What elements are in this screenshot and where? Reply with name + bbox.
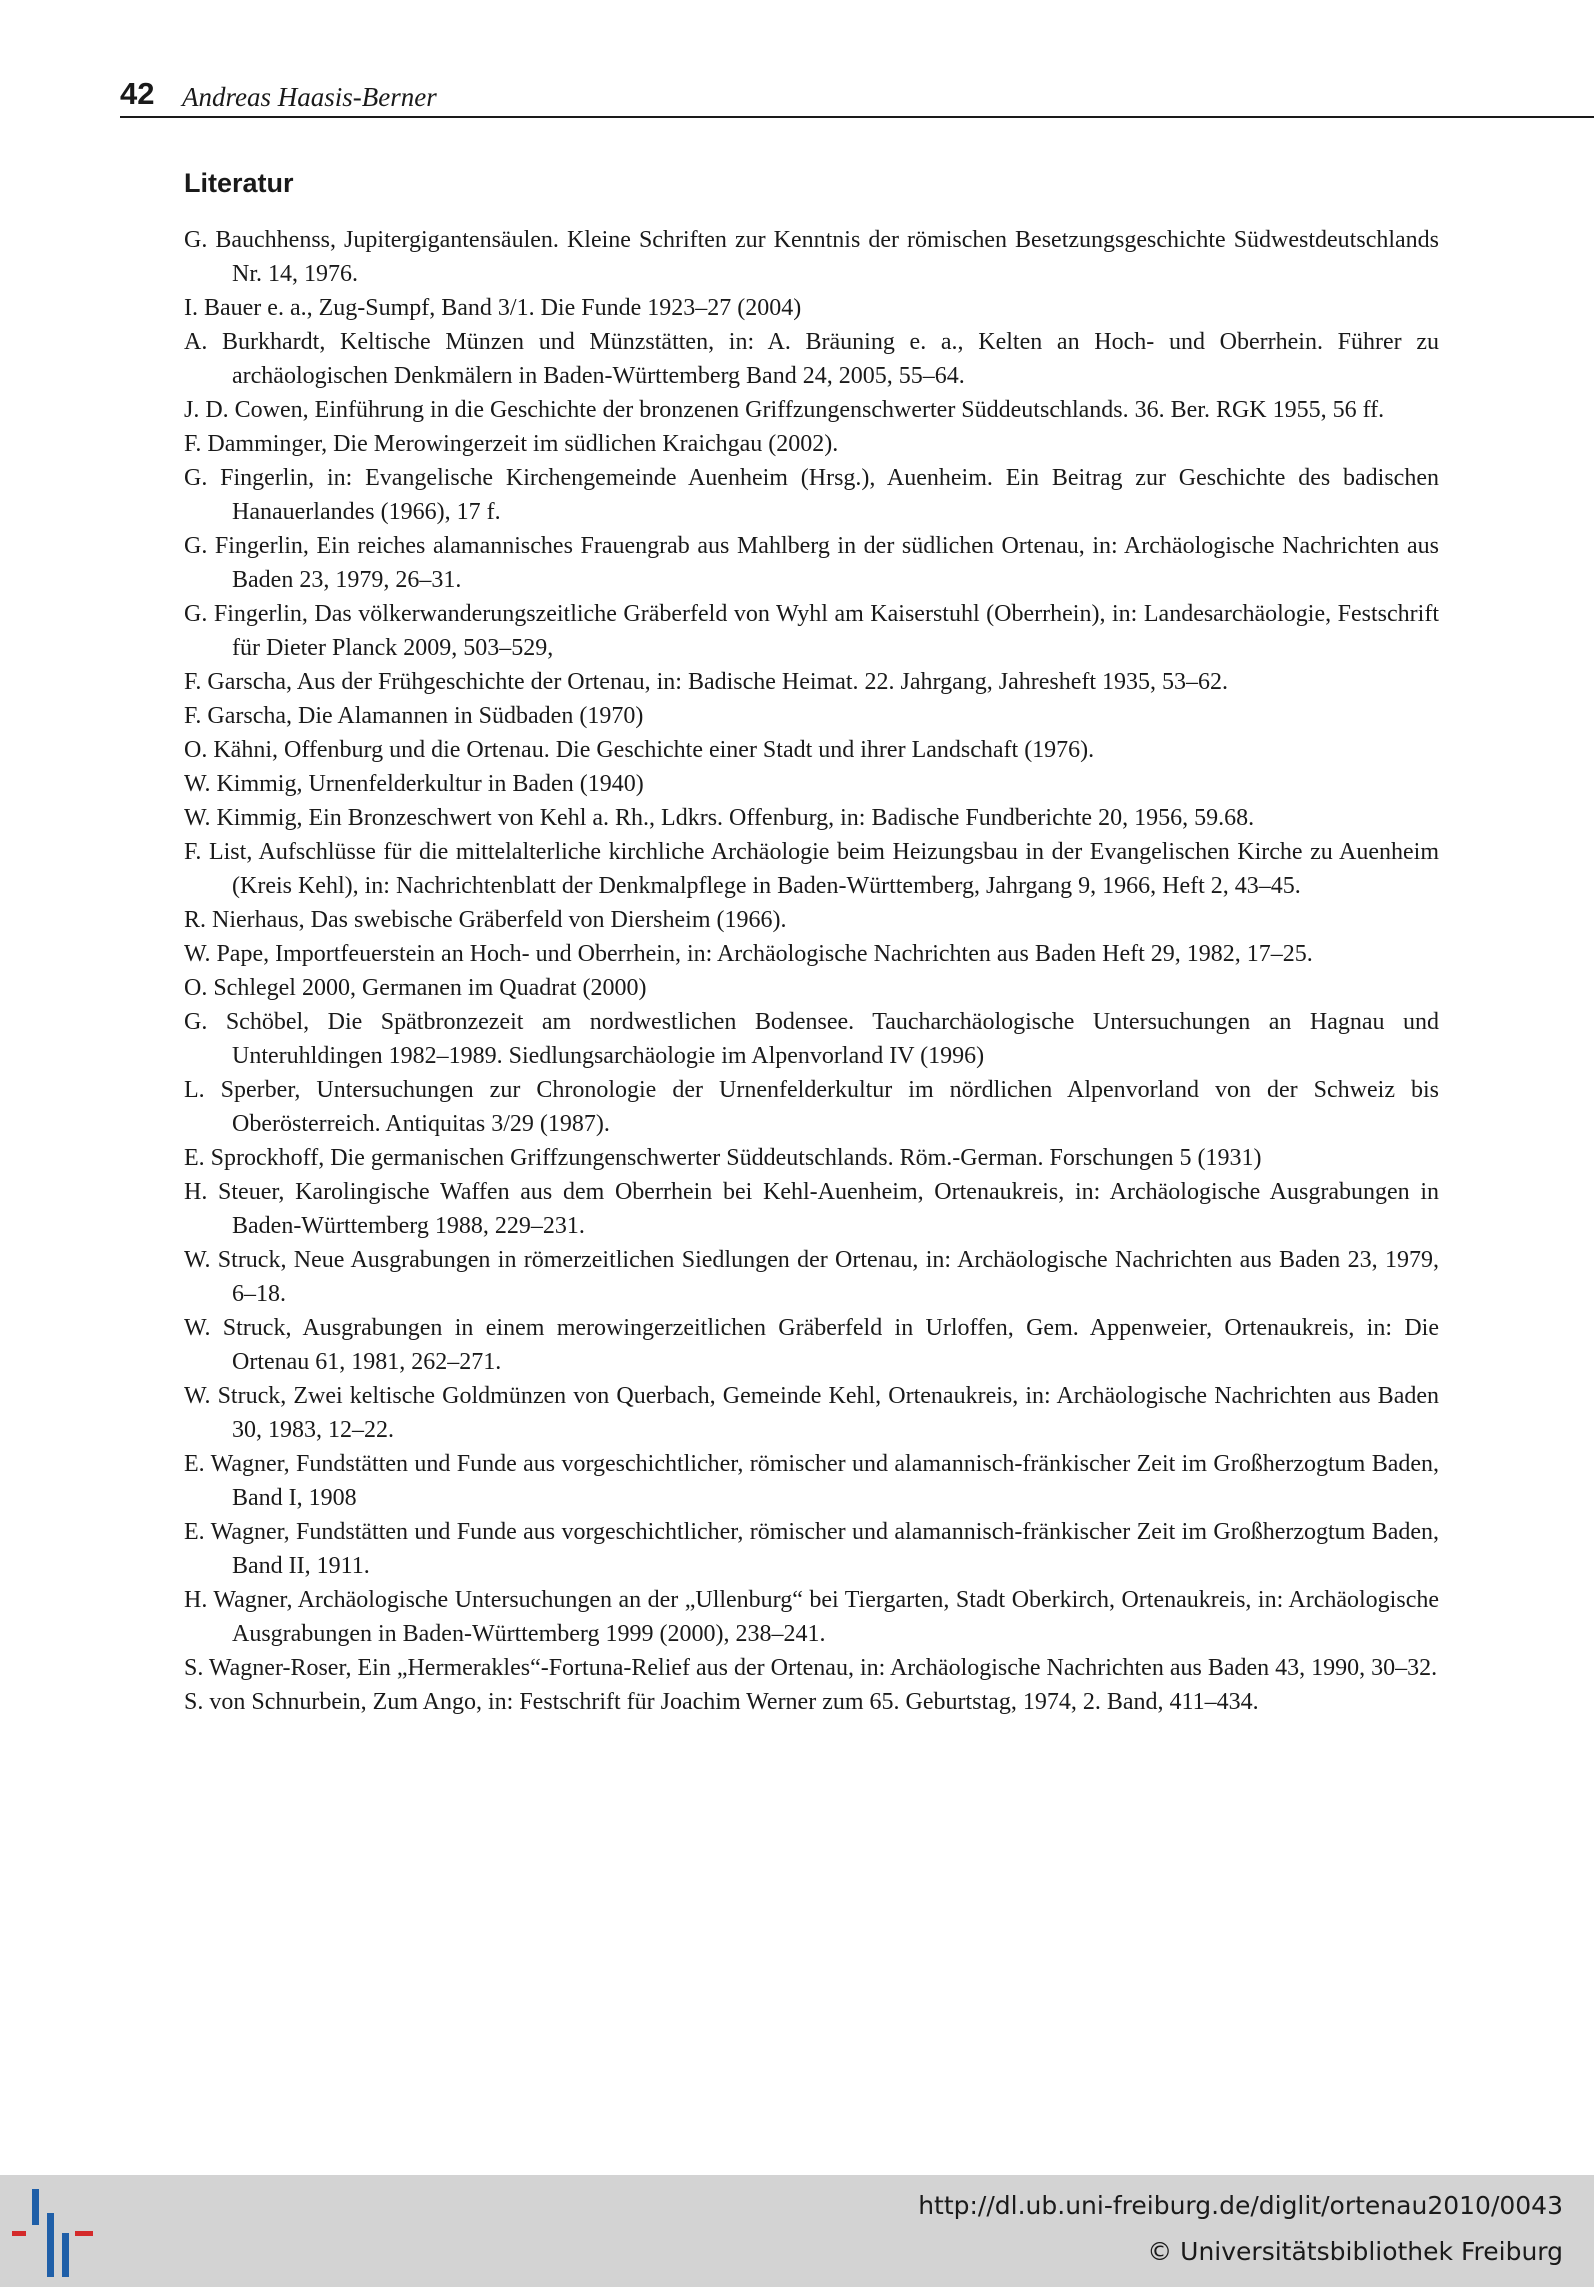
reference-entry: F. Garscha, Die Alamannen in Südbaden (1970)	[184, 703, 644, 729]
reference-entry: E. Wagner, Fundstätten und Funde aus vorgeschichtlicher, römischer und alamannisch-fränkischer Zeit im Großherzogtum Baden, Band I, 1908	[184, 1451, 1439, 1511]
reference-entry: H. Steuer, Karolingische Waffen aus dem Oberrhein bei Kehl-Auenheim, Ortenaukreis, in: Archäologische Ausgrabungen in Baden-Württemberg 1988, 229–231.	[184, 1179, 1439, 1239]
reference-entry: W. Pape, Importfeuerstein an Hoch- und Oberrhein, in: Archäologische Nachrichten aus Baden Heft 29, 1982, 17–25.	[184, 941, 1313, 967]
reference-entry: E. Sprockhoff, Die germanischen Griffzungenschwerter Süddeutschlands. Röm.-German. Forschungen 5 (1931)	[184, 1145, 1262, 1171]
reference-entry: W. Struck, Zwei keltische Goldmünzen von Querbach, Gemeinde Kehl, Ortenaukreis, in: Archäologische Nachrichten aus Baden 30, 1983, 12–22.	[184, 1383, 1439, 1443]
reference-entry: O. Kähni, Offenburg und die Ortenau. Die Geschichte einer Stadt und ihrer Landschaft (1976).	[184, 737, 1095, 763]
reference-entry: L. Sperber, Untersuchungen zur Chronologie der Urnenfelderkultur im nördlichen Alpenvorland von der Schweiz bis Oberösterreich. Antiquitas 3/29 (1987).	[184, 1077, 1439, 1137]
reference-entry: G. Schöbel, Die Spätbronzezeit am nordwestlichen Bodensee. Taucharchäologische Untersuchungen an Hagnau und Unteruhldingen 1982–1989. Siedlungsarchäologie im Alpenvorland IV (1996)	[184, 1009, 1439, 1069]
reference-entry: S. Wagner-Roser, Ein „Hermerakles“-Fortuna-Relief aus der Ortenau, in: Archäologische Nachrichten aus Baden 43, 1990, 30–32.	[184, 1655, 1438, 1681]
reference-entry: O. Schlegel 2000, Germanen im Quadrat (2000)	[184, 975, 647, 1001]
running-head-author: Andreas Haasis-Berner	[182, 82, 437, 112]
reference-entry: F. List, Aufschlüsse für die mittelalterliche kirchliche Archäologie beim Heizungsbau in der Evangelischen Kirche zu Auenheim (Kreis Kehl), in: Nachrichtenblatt der Denkmalpflege in Baden-Württemberg, Jahrgang 9, 1966, Heft 2, 43–45.	[184, 839, 1439, 899]
page-header	[120, 72, 1594, 118]
reference-entry: F. Damminger, Die Merowingerzeit im südlichen Kraichgau (2002).	[184, 431, 839, 457]
page-number: 42	[120, 76, 155, 111]
reference-entry: A. Burkhardt, Keltische Münzen und Münzstätten, in: A. Bräuning e. a., Kelten an Hoch- und Oberrhein. Führer zu archäologischen Denkmälern in Baden-Württemberg Band 24, 2005, 55–64.	[184, 329, 1439, 389]
footer-bar	[0, 2175, 1594, 2287]
reference-entry: G. Fingerlin, Ein reiches alamannisches Frauengrab aus Mahlberg in der südlichen Ortenau, in: Archäologische Nachrichten aus Baden 23, 1979, 26–31.	[184, 533, 1439, 593]
reference-entry: G. Fingerlin, in: Evangelische Kirchengemeinde Auenheim (Hrsg.), Auenheim. Ein Beitrag zur Geschichte des badischen Hanauerlandes (1966), 17 f.	[184, 465, 1439, 525]
reference-entry: G. Bauchhenss, Jupitergigantensäulen. Kleine Schriften zur Kenntnis der römischen Besetzungsgeschichte Südwestdeutschlands Nr. 14, 1976.	[184, 227, 1439, 287]
reference-entry: H. Wagner, Archäologische Untersuchungen an der „Ullenburg“ bei Tiergarten, Stadt Oberkirch, Ortenaukreis, in: Archäologische Ausgrabungen in Baden-Württemberg 1999 (2000), 238–241.	[184, 1587, 1439, 1647]
university-library-logo-icon	[12, 2189, 102, 2277]
reference-entry: W. Struck, Ausgrabungen in einem merowingerzeitlichen Gräberfeld in Urloffen, Gem. Appenweier, Ortenaukreis, in: Die Ortenau 61, 1981, 262–271.	[184, 1315, 1439, 1375]
reference-entry: F. Garscha, Aus der Frühgeschichte der Ortenau, in: Badische Heimat. 22. Jahrgang, Jahresheft 1935, 53–62.	[184, 669, 1229, 695]
reference-entry: E. Wagner, Fundstätten und Funde aus vorgeschichtlicher, römischer und alamannisch-fränkischer Zeit im Großherzogtum Baden, Band II, 1911.	[184, 1519, 1439, 1579]
document-url-link[interactable]: http://dl.ub.uni-freiburg.de/diglit/ortenau2010/0043	[918, 2191, 1563, 2220]
section-heading: Literatur	[184, 168, 294, 198]
reference-entry: W. Kimmig, Urnenfelderkultur in Baden (1940)	[184, 771, 644, 797]
reference-entry: R. Nierhaus, Das swebische Gräberfeld von Diersheim (1966).	[184, 907, 787, 933]
reference-list	[184, 223, 1439, 1719]
reference-entry: S. von Schnurbein, Zum Ango, in: Festschrift für Joachim Werner zum 65. Geburtstag, 1974, 2. Band, 411–434.	[184, 1689, 1259, 1715]
reference-entry: I. Bauer e. a., Zug-Sumpf, Band 3/1. Die Funde 1923–27 (2004)	[184, 295, 802, 321]
reference-entry: W. Kimmig, Ein Bronzeschwert von Kehl a. Rh., Ldkrs. Offenburg, in: Badische Fundberichte 20, 1956, 59.68.	[184, 805, 1255, 831]
reference-entry: G. Fingerlin, Das völkerwanderungszeitliche Gräberfeld von Wyhl am Kaiserstuhl (Oberrhein), in: Landesarchäologie, Festschrift für Dieter Planck 2009, 503–529,	[184, 601, 1439, 661]
reference-entry: W. Struck, Neue Ausgrabungen in römerzeitlichen Siedlungen der Ortenau, in: Archäologische Nachrichten aus Baden 23, 1979, 6–18.	[184, 1247, 1439, 1307]
reference-entry: J. D. Cowen, Einführung in die Geschichte der bronzenen Griffzungenschwerter Süddeutschlands. 36. Ber. RGK 1955, 56 ff.	[184, 397, 1385, 423]
copyright-notice: © Universitätsbibliothek Freiburg	[1147, 2237, 1563, 2266]
